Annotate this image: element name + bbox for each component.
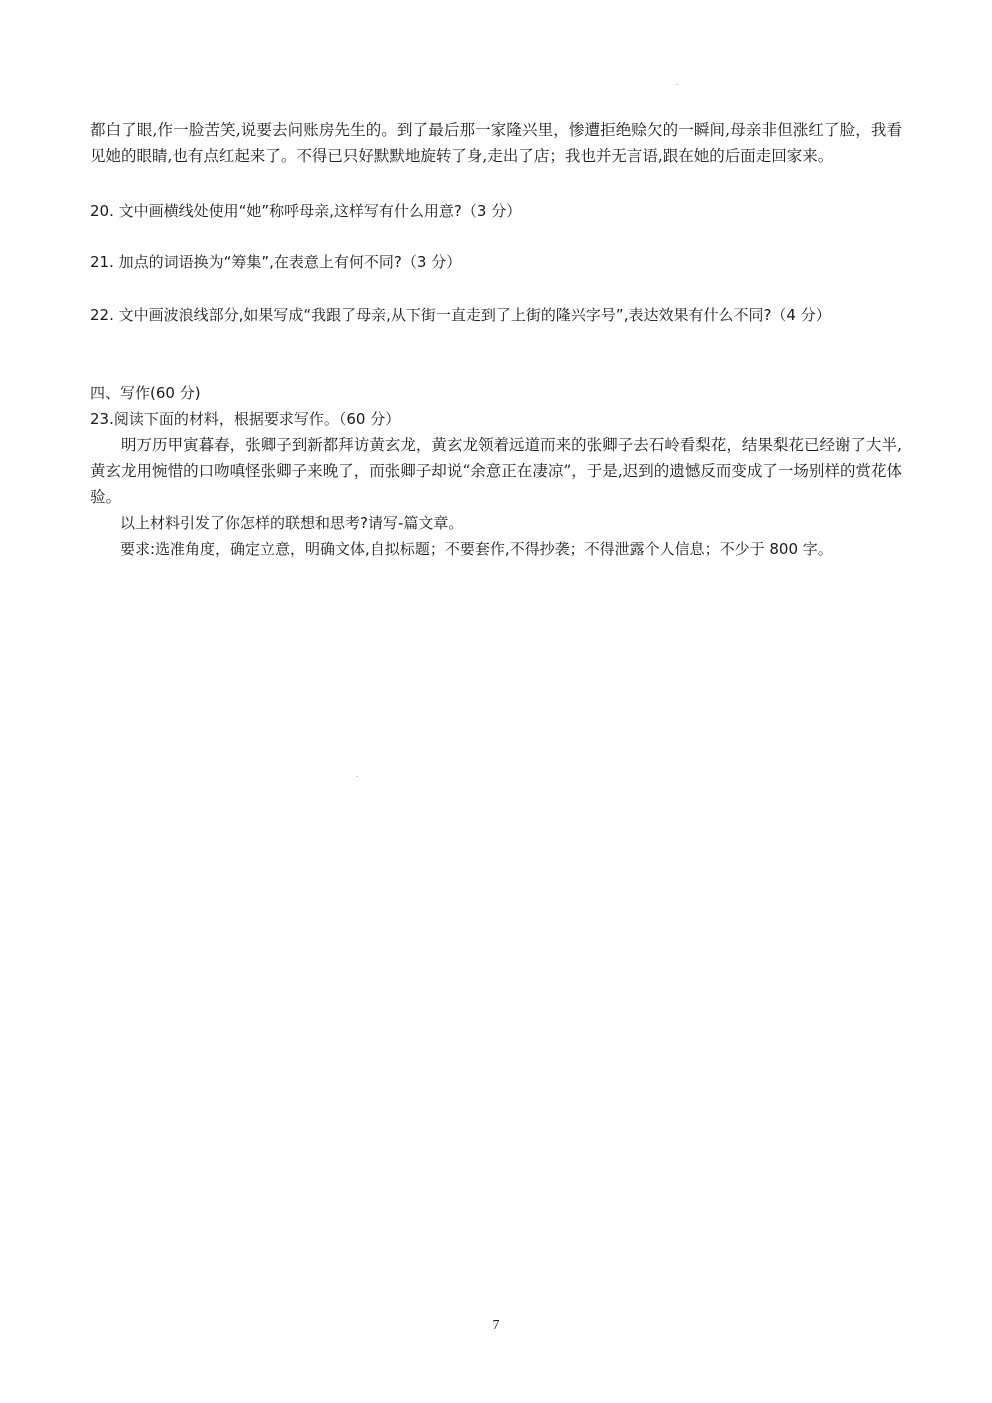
document-page <box>90 0 902 1403</box>
writing-prompt: 以上材料引发了你怎样的联想和思考?请写-篇文章。 <box>120 514 464 532</box>
question-22: 22. 文中画波浪线部分,如果写成“我跟了母亲,从下街一直走到了上街的隆兴字号”,表达效果有什么不同?（4 分） <box>90 306 831 324</box>
page-number: 7 <box>492 1318 500 1333</box>
question-21: 21. 加点的词语换为“筹集”,在表意上有何不同?（3 分） <box>90 253 462 271</box>
question-23: 23.阅读下面的材料，根据要求写作。（60 分） <box>90 410 401 428</box>
question-20: 20. 文中画横线处使用“她”称呼母亲,这样写有什么用意?（3 分） <box>90 202 522 220</box>
passage-continuation: 都白了眼,作一脸苦笑,说要去问账房先生的。到了最后那一家隆兴里，惨遭拒绝赊欠的一瞬间,母亲非但涨红了脸，我看见她的眼睛,也有点红起来了。不得已只好默默地旋转了身,走出了店；我也并无言语,跟在她的后面走回家来。 <box>90 121 902 165</box>
writing-material: 明万历甲寅暮春，张卿子到新都拜访黄玄龙，黄玄龙领着远道而来的张卿子去石岭看梨花，结果梨花已经谢了大半,黄玄龙用惋惜的口吻嗔怪张卿子来晚了，而张卿子却说“余意正在凄凉”，于是,迟到的遗憾反而变成了一场别样的赏花体验。 <box>90 436 902 506</box>
writing-requirements: 要求:选准角度，确定立意，明确文体,自拟标题；不要套作,不得抄袭；不得泄露个人信息；不少于 800 字。 <box>120 540 833 558</box>
section-heading-writing: 四、写作(60 分) <box>90 384 201 402</box>
